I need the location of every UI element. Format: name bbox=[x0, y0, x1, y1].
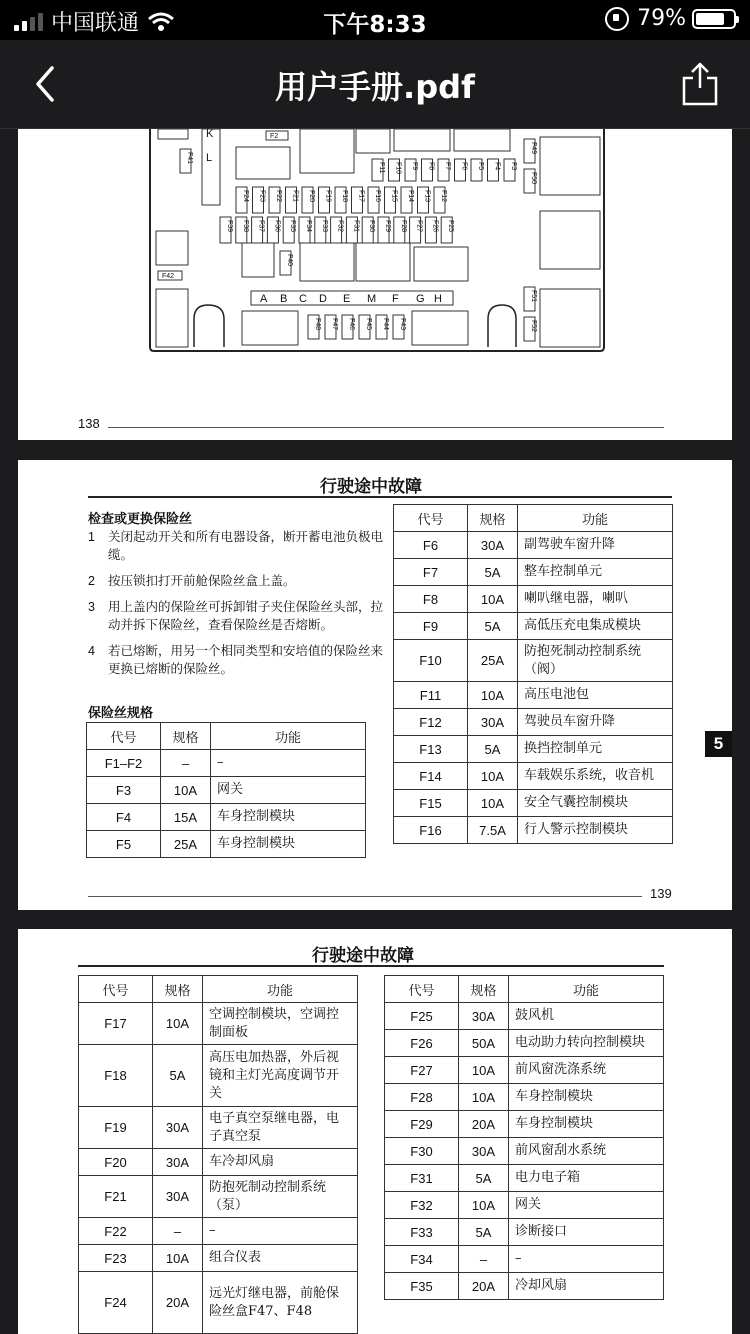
fuse-label: F12 bbox=[440, 190, 447, 203]
fuse-rating-cell: 30A bbox=[153, 1176, 203, 1218]
fuse-function-cell: 远光灯继电器，前舱保险丝盒F47、F48 bbox=[203, 1272, 358, 1334]
fuse-function-cell: 换挡控制单元 bbox=[518, 736, 673, 763]
fuse-function-cell: 网关 bbox=[211, 777, 366, 804]
fuse-rating-cell: 5A bbox=[468, 736, 518, 763]
fuse-row-f9 bbox=[394, 613, 673, 640]
fuse-label: F51 bbox=[530, 290, 537, 303]
fuse-code-cell: F10 bbox=[394, 640, 468, 682]
fuse-rating-cell: 25A bbox=[468, 640, 518, 682]
fuse-row-f14 bbox=[394, 763, 673, 790]
fuse-label: F35 bbox=[289, 220, 297, 233]
fuse-label: F22 bbox=[275, 190, 282, 203]
fuse-function-cell: 诊断接口 bbox=[509, 1219, 664, 1246]
fuse-rating-cell: 10A bbox=[161, 777, 211, 804]
step-item: 4 若已熔断，用另一个相同类型和安培值的保险丝来更换已熔断的保险丝。 bbox=[88, 643, 384, 676]
fuse-code-cell: F26 bbox=[385, 1030, 459, 1057]
fuse-code-cell: F23 bbox=[79, 1245, 153, 1272]
fuse-label: F14 bbox=[407, 190, 414, 203]
fuse-function-cell: – bbox=[203, 1218, 358, 1245]
fuse-label: F30 bbox=[368, 220, 376, 233]
fuse-row-f18 bbox=[79, 1045, 358, 1107]
relay-letter: H bbox=[434, 293, 442, 305]
fuse-rating-cell: 10A bbox=[468, 586, 518, 613]
nav-bar bbox=[0, 40, 750, 129]
fuse-code-cell: F11 bbox=[394, 682, 468, 709]
fuse-rating-cell: 5A bbox=[459, 1165, 509, 1192]
fuse-row-f10 bbox=[394, 640, 673, 682]
fuse-function-cell: 高压电池包 bbox=[518, 682, 673, 709]
fuse-code-cell: F16 bbox=[394, 817, 468, 844]
fuse-label: F26 bbox=[431, 220, 439, 233]
title-rule bbox=[88, 496, 672, 498]
fuse-row-f23 bbox=[79, 1245, 358, 1272]
fuse-rating-cell: 10A bbox=[459, 1084, 509, 1111]
fuse-code-cell: F20 bbox=[79, 1149, 153, 1176]
fuse-label: F37 bbox=[257, 220, 265, 233]
fuse-rating-cell: 5A bbox=[468, 559, 518, 586]
fuse-function-cell: 车身控制模块 bbox=[211, 831, 366, 858]
fuse-label: F7 bbox=[444, 162, 451, 171]
relay-letter: F bbox=[392, 293, 399, 305]
fuse-code-cell: F13 bbox=[394, 736, 468, 763]
fuse-row-f16 bbox=[394, 817, 673, 844]
fuse-row-f17 bbox=[79, 1003, 358, 1045]
fuse-function-cell: 电动助力转向控制模块 bbox=[509, 1030, 664, 1057]
fuse-code-cell: F8 bbox=[394, 586, 468, 613]
fuse-label: F36 bbox=[273, 220, 281, 233]
fuse-label: F44 bbox=[382, 318, 389, 331]
fuse-function-cell: 高压电加热器，外后视镜和主灯光高度调节开关 bbox=[203, 1045, 358, 1107]
fuse-function-cell: 电子真空泵继电器，电子真空泵 bbox=[203, 1107, 358, 1149]
fuse-code-cell: F18 bbox=[79, 1045, 153, 1107]
fuse-rating-cell: 15A bbox=[161, 804, 211, 831]
fuse-code-cell: F6 bbox=[394, 532, 468, 559]
fuse-function-cell: 喇叭继电器，喇叭 bbox=[518, 586, 673, 613]
fuse-rating-cell: 30A bbox=[468, 532, 518, 559]
fuse-label: F5 bbox=[477, 162, 484, 171]
fuse-rating-cell: 7.5A bbox=[468, 817, 518, 844]
fuse-rating-cell: 10A bbox=[468, 682, 518, 709]
fuse-row-f13 bbox=[394, 736, 673, 763]
fuse-function-cell: 车身控制模块 bbox=[211, 804, 366, 831]
relay-letter: M bbox=[367, 293, 377, 305]
fuse-row-f1–f2 bbox=[87, 750, 366, 777]
fuse-label: F52 bbox=[530, 320, 537, 333]
relay-letter: C bbox=[299, 293, 307, 305]
fuse-rating-cell: 10A bbox=[459, 1192, 509, 1219]
fuse-rating-cell: – bbox=[459, 1246, 509, 1273]
fuse-row-f34 bbox=[385, 1246, 664, 1273]
fuse-row-f28 bbox=[385, 1084, 664, 1111]
page-title: 行驶途中故障 bbox=[320, 477, 422, 497]
fuse-function-cell: 驾驶员车窗升降 bbox=[518, 709, 673, 736]
fuse-label: F21 bbox=[291, 190, 299, 203]
fuse-code-cell: F28 bbox=[385, 1084, 459, 1111]
fuse-label: F40 bbox=[286, 254, 293, 267]
page-rule bbox=[88, 896, 642, 897]
fuse-code-cell: F33 bbox=[385, 1219, 459, 1246]
fuse-code-cell: F9 bbox=[394, 613, 468, 640]
fuse-label: F28 bbox=[399, 220, 407, 233]
fuse-function-cell: 车载娱乐系统，收音机 bbox=[518, 763, 673, 790]
page-rule bbox=[108, 427, 664, 428]
fuse-function-cell: 空调控制模块，空调控制面板 bbox=[203, 1003, 358, 1045]
fuse-function-cell: 电力电子箱 bbox=[509, 1165, 664, 1192]
fuse-code-cell: F3 bbox=[87, 777, 161, 804]
fuse-label: F10 bbox=[394, 162, 402, 175]
fuse-code-cell: F22 bbox=[79, 1218, 153, 1245]
fuse-label: F4 bbox=[493, 162, 501, 171]
page-number: 138 bbox=[78, 416, 100, 431]
fuse-row-f32 bbox=[385, 1192, 664, 1219]
fuse-rating-cell: 5A bbox=[459, 1219, 509, 1246]
fuse-code-cell: F30 bbox=[385, 1138, 459, 1165]
fuse-function-cell: 行人警示控制模块 bbox=[518, 817, 673, 844]
fuse-label: F39 bbox=[226, 220, 233, 233]
document-title: 用户手册.pdf bbox=[275, 68, 475, 106]
title-rule bbox=[78, 965, 664, 967]
fuse-label: F49 bbox=[530, 142, 537, 155]
fuse-label: F47 bbox=[331, 318, 338, 331]
fuse-row-f22 bbox=[79, 1218, 358, 1245]
fuse-function-cell: 鼓风机 bbox=[509, 1003, 664, 1030]
step-item: 2 按压锁扣打开前舱保险丝盒上盖。 bbox=[88, 573, 296, 588]
fuse-rating-cell: 30A bbox=[153, 1149, 203, 1176]
fuse-function-cell: 安全气囊控制模块 bbox=[518, 790, 673, 817]
fuse-function-cell: – bbox=[211, 750, 366, 777]
fuse-row-f21 bbox=[79, 1176, 358, 1218]
relay-letter: E bbox=[343, 293, 351, 305]
fuse-function-cell: 网关 bbox=[509, 1192, 664, 1219]
fuse-code-cell: F5 bbox=[87, 831, 161, 858]
fuse-box-diagram bbox=[18, 129, 732, 369]
fuse-label: F3 bbox=[510, 162, 517, 171]
fuse-label: F19 bbox=[324, 190, 332, 203]
fuse-label: F29 bbox=[384, 220, 391, 233]
fuse-rating-cell: 20A bbox=[153, 1272, 203, 1334]
fuse-function-cell: 防抱死制动控制系统（阀） bbox=[518, 640, 673, 682]
pdf-page-139 bbox=[18, 460, 732, 910]
fuse-code-cell: F21 bbox=[79, 1176, 153, 1218]
fuse-function-cell: 组合仪表 bbox=[203, 1245, 358, 1272]
fuse-row-f4 bbox=[87, 804, 366, 831]
diagram-side-label: K bbox=[206, 129, 214, 140]
relay-letter: G bbox=[416, 293, 425, 305]
fuse-label: F33 bbox=[320, 220, 328, 233]
fuse-row-f27 bbox=[385, 1057, 664, 1084]
fuse-rating-cell: 10A bbox=[153, 1245, 203, 1272]
fuse-rating-cell: 5A bbox=[468, 613, 518, 640]
fuse-code-cell: F15 bbox=[394, 790, 468, 817]
fuse-row-f24 bbox=[79, 1272, 358, 1334]
fuse-rating-cell: 10A bbox=[153, 1003, 203, 1045]
share-icon[interactable] bbox=[680, 60, 720, 106]
clock: 下午8:33 bbox=[323, 12, 427, 38]
fuse-row-f5 bbox=[87, 831, 366, 858]
fuse-function-cell: 副驾驶车窗升降 bbox=[518, 532, 673, 559]
fuse-code-cell: F24 bbox=[79, 1272, 153, 1334]
fuse-code-cell: F14 bbox=[394, 763, 468, 790]
relay-letter: D bbox=[319, 293, 327, 305]
fuse-label: F15 bbox=[390, 190, 398, 203]
fuse-function-cell: – bbox=[509, 1246, 664, 1273]
fuse-table-left: 代号 规格 功能 F1–F2 – – F3 10A 网关 F4 15A 车身控制模块 F5 25A 车身控制模块 bbox=[86, 722, 366, 858]
fuse-function-cell: 车身控制模块 bbox=[509, 1084, 664, 1111]
fuse-row-f15 bbox=[394, 790, 673, 817]
fuse-row-f19 bbox=[79, 1107, 358, 1149]
fuse-label: F13 bbox=[423, 190, 431, 203]
fuse-function-cell: 车身控制模块 bbox=[509, 1111, 664, 1138]
fuse-function-cell: 高低压充电集成模块 bbox=[518, 613, 673, 640]
fuse-row-f35 bbox=[385, 1273, 664, 1300]
fuse-rating-cell: 30A bbox=[153, 1107, 203, 1149]
relay-letter: A bbox=[260, 293, 268, 305]
relay-letter: B bbox=[280, 293, 288, 305]
fuse-label: F38 bbox=[241, 220, 249, 233]
fuse-code-cell: F17 bbox=[79, 1003, 153, 1045]
fuse-label: F11 bbox=[378, 162, 385, 174]
fuse-row-f11 bbox=[394, 682, 673, 709]
fuse-row-f8 bbox=[394, 586, 673, 613]
fuse-row-f29 bbox=[385, 1111, 664, 1138]
chapter-tab: 5 bbox=[705, 731, 732, 757]
fuse-row-f12 bbox=[394, 709, 673, 736]
fuse-code-cell: F34 bbox=[385, 1246, 459, 1273]
fuse-function-cell: 整车控制单元 bbox=[518, 559, 673, 586]
fuse-code-cell: F25 bbox=[385, 1003, 459, 1030]
fuse-row-f25 bbox=[385, 1003, 664, 1030]
fuse-rating-cell: 10A bbox=[459, 1057, 509, 1084]
fuse-rating-cell: 25A bbox=[161, 831, 211, 858]
fuse-code-cell: F4 bbox=[87, 804, 161, 831]
fuse-label: F34 bbox=[305, 220, 312, 233]
fuse-rating-cell: 5A bbox=[153, 1045, 203, 1107]
fuse-row-f7 bbox=[394, 559, 673, 586]
fuse-label: F42 bbox=[162, 273, 175, 280]
step-item: 1 关闭起动开关和所有电器设备，断开蓄电池负极电缆。 bbox=[88, 529, 384, 562]
fuse-label: F48 bbox=[314, 318, 321, 331]
carrier-name: 中国联通 bbox=[51, 11, 140, 36]
battery-percent: 79% bbox=[637, 6, 686, 31]
fuse-row-f33 bbox=[385, 1219, 664, 1246]
pdf-page-140 bbox=[18, 929, 732, 1334]
fuse-label: F23 bbox=[258, 190, 266, 203]
fuse-rating-cell: – bbox=[153, 1218, 203, 1245]
page-number: 139 bbox=[650, 886, 672, 901]
section-heading: 检查或更换保险丝 bbox=[88, 512, 193, 527]
fuse-row-f30 bbox=[385, 1138, 664, 1165]
fuse-label: F50 bbox=[530, 172, 537, 185]
fuse-label: F8 bbox=[427, 162, 435, 171]
fuse-label: F43 bbox=[399, 318, 406, 331]
fuse-rating-cell: 50A bbox=[459, 1030, 509, 1057]
fuse-rating-cell: 10A bbox=[468, 790, 518, 817]
fuse-label: F24 bbox=[242, 190, 249, 203]
fuse-row-f6 bbox=[394, 532, 673, 559]
fuse-rating-cell: 30A bbox=[459, 1003, 509, 1030]
fuse-code-cell: F7 bbox=[394, 559, 468, 586]
step-list bbox=[88, 528, 388, 686]
fuse-function-cell: 前风窗洗涤系统 bbox=[509, 1057, 664, 1084]
fuse-table-right: 代号 规格 功能 F6 30A 副驾驶车窗升降 F7 5A 整车控制单元 F8 10A 喇叭继电器，喇叭 F9 5A 高低压充电集成模块 F10 25A 防抱死制动控制系统（阀） F11 10A 高压电池包 F12 30A 驾驶员车窗升降 F13 5A 换挡控制单元 F14 10A 车载娱乐系统，收音机 F15 10A 安全气囊控制模块 F16 7.5A 行人警示控制模块 bbox=[393, 504, 673, 844]
fuse-table-left: 代号 规格 功能 F17 10A 空调控制模块，空调控制面板 F18 5A 高压电加热器，外后视镜和主灯光高度调节开关 F19 30A 电子真空泵继电器，电子真空泵 F20 30A 车冷却风扇 F21 30A 防抱死制动控制系统（泵） F22 – – F23 10A 组合仪表 F24 20A 远光灯继电器，前舱保险丝盒F47、F48 bbox=[78, 975, 358, 1334]
section-heading: 保险丝规格 bbox=[88, 706, 154, 721]
fuse-code-cell: F35 bbox=[385, 1273, 459, 1300]
battery-icon bbox=[692, 9, 736, 29]
fuse-label: F41 bbox=[186, 152, 193, 165]
fuse-label: F17 bbox=[357, 190, 365, 203]
fuse-rating-cell: 20A bbox=[459, 1111, 509, 1138]
fuse-label: F45 bbox=[365, 318, 372, 331]
fuse-function-cell: 前风窗刮水系统 bbox=[509, 1138, 664, 1165]
fuse-rating-cell: 10A bbox=[468, 763, 518, 790]
fuse-row-f31 bbox=[385, 1165, 664, 1192]
fuse-code-cell: F19 bbox=[79, 1107, 153, 1149]
fuse-label: F16 bbox=[374, 190, 381, 203]
fuse-code-cell: F1–F2 bbox=[87, 750, 161, 777]
page-title: 行驶途中故障 bbox=[312, 946, 414, 966]
fuse-rating-cell: 30A bbox=[459, 1138, 509, 1165]
fuse-rating-cell: 30A bbox=[468, 709, 518, 736]
fuse-rating-cell: – bbox=[161, 750, 211, 777]
fuse-table-right: 代号 规格 功能 F25 30A 鼓风机 F26 50A 电动助力转向控制模块 F27 10A 前风窗洗涤系统 F28 10A 车身控制模块 F29 20A 车身控制模块 F30 30A 前风窗刮水系统 F31 5A 电力电子箱 F32 10A 网关 F33 5A 诊断接口 F34 – – F35 20A 冷却风扇 bbox=[384, 975, 664, 1300]
battery-level bbox=[696, 13, 724, 25]
diagram-side-label: L bbox=[206, 152, 213, 164]
fuse-code-cell: F27 bbox=[385, 1057, 459, 1084]
fuse-label: F46 bbox=[348, 318, 355, 331]
fuse-row-f3 bbox=[87, 777, 366, 804]
fuse-label: F2 bbox=[270, 133, 279, 140]
fuse-function-cell: 车冷却风扇 bbox=[203, 1149, 358, 1176]
step-item: 3 用上盖内的保险丝可拆卸钳子夹住保险丝头部，拉动并拆下保险丝，查看保险丝是否熔断。 bbox=[88, 599, 384, 632]
fuse-code-cell: F29 bbox=[385, 1111, 459, 1138]
orientation-lock-icon bbox=[605, 7, 629, 31]
fuse-label: F20 bbox=[308, 190, 315, 203]
fuse-code-cell: F31 bbox=[385, 1165, 459, 1192]
fuse-function-cell: 冷却风扇 bbox=[509, 1273, 664, 1300]
status-bar bbox=[0, 0, 750, 40]
fuse-label: F9 bbox=[411, 162, 418, 171]
fuse-function-cell: 防抱死制动控制系统（泵） bbox=[203, 1176, 358, 1218]
fuse-code-cell: F12 bbox=[394, 709, 468, 736]
fuse-label: F6 bbox=[460, 162, 468, 171]
fuse-label: F25 bbox=[447, 220, 455, 233]
fuse-rating-cell: 20A bbox=[459, 1273, 509, 1300]
fuse-row-f26 bbox=[385, 1030, 664, 1057]
pdf-page-138 bbox=[18, 129, 732, 440]
fuse-row-f20 bbox=[79, 1149, 358, 1176]
fuse-label: F18 bbox=[341, 190, 348, 203]
fuse-label: F32 bbox=[336, 220, 344, 233]
fuse-code-cell: F32 bbox=[385, 1192, 459, 1219]
fuse-label: F31 bbox=[352, 220, 360, 233]
fuse-label: F27 bbox=[415, 220, 423, 233]
